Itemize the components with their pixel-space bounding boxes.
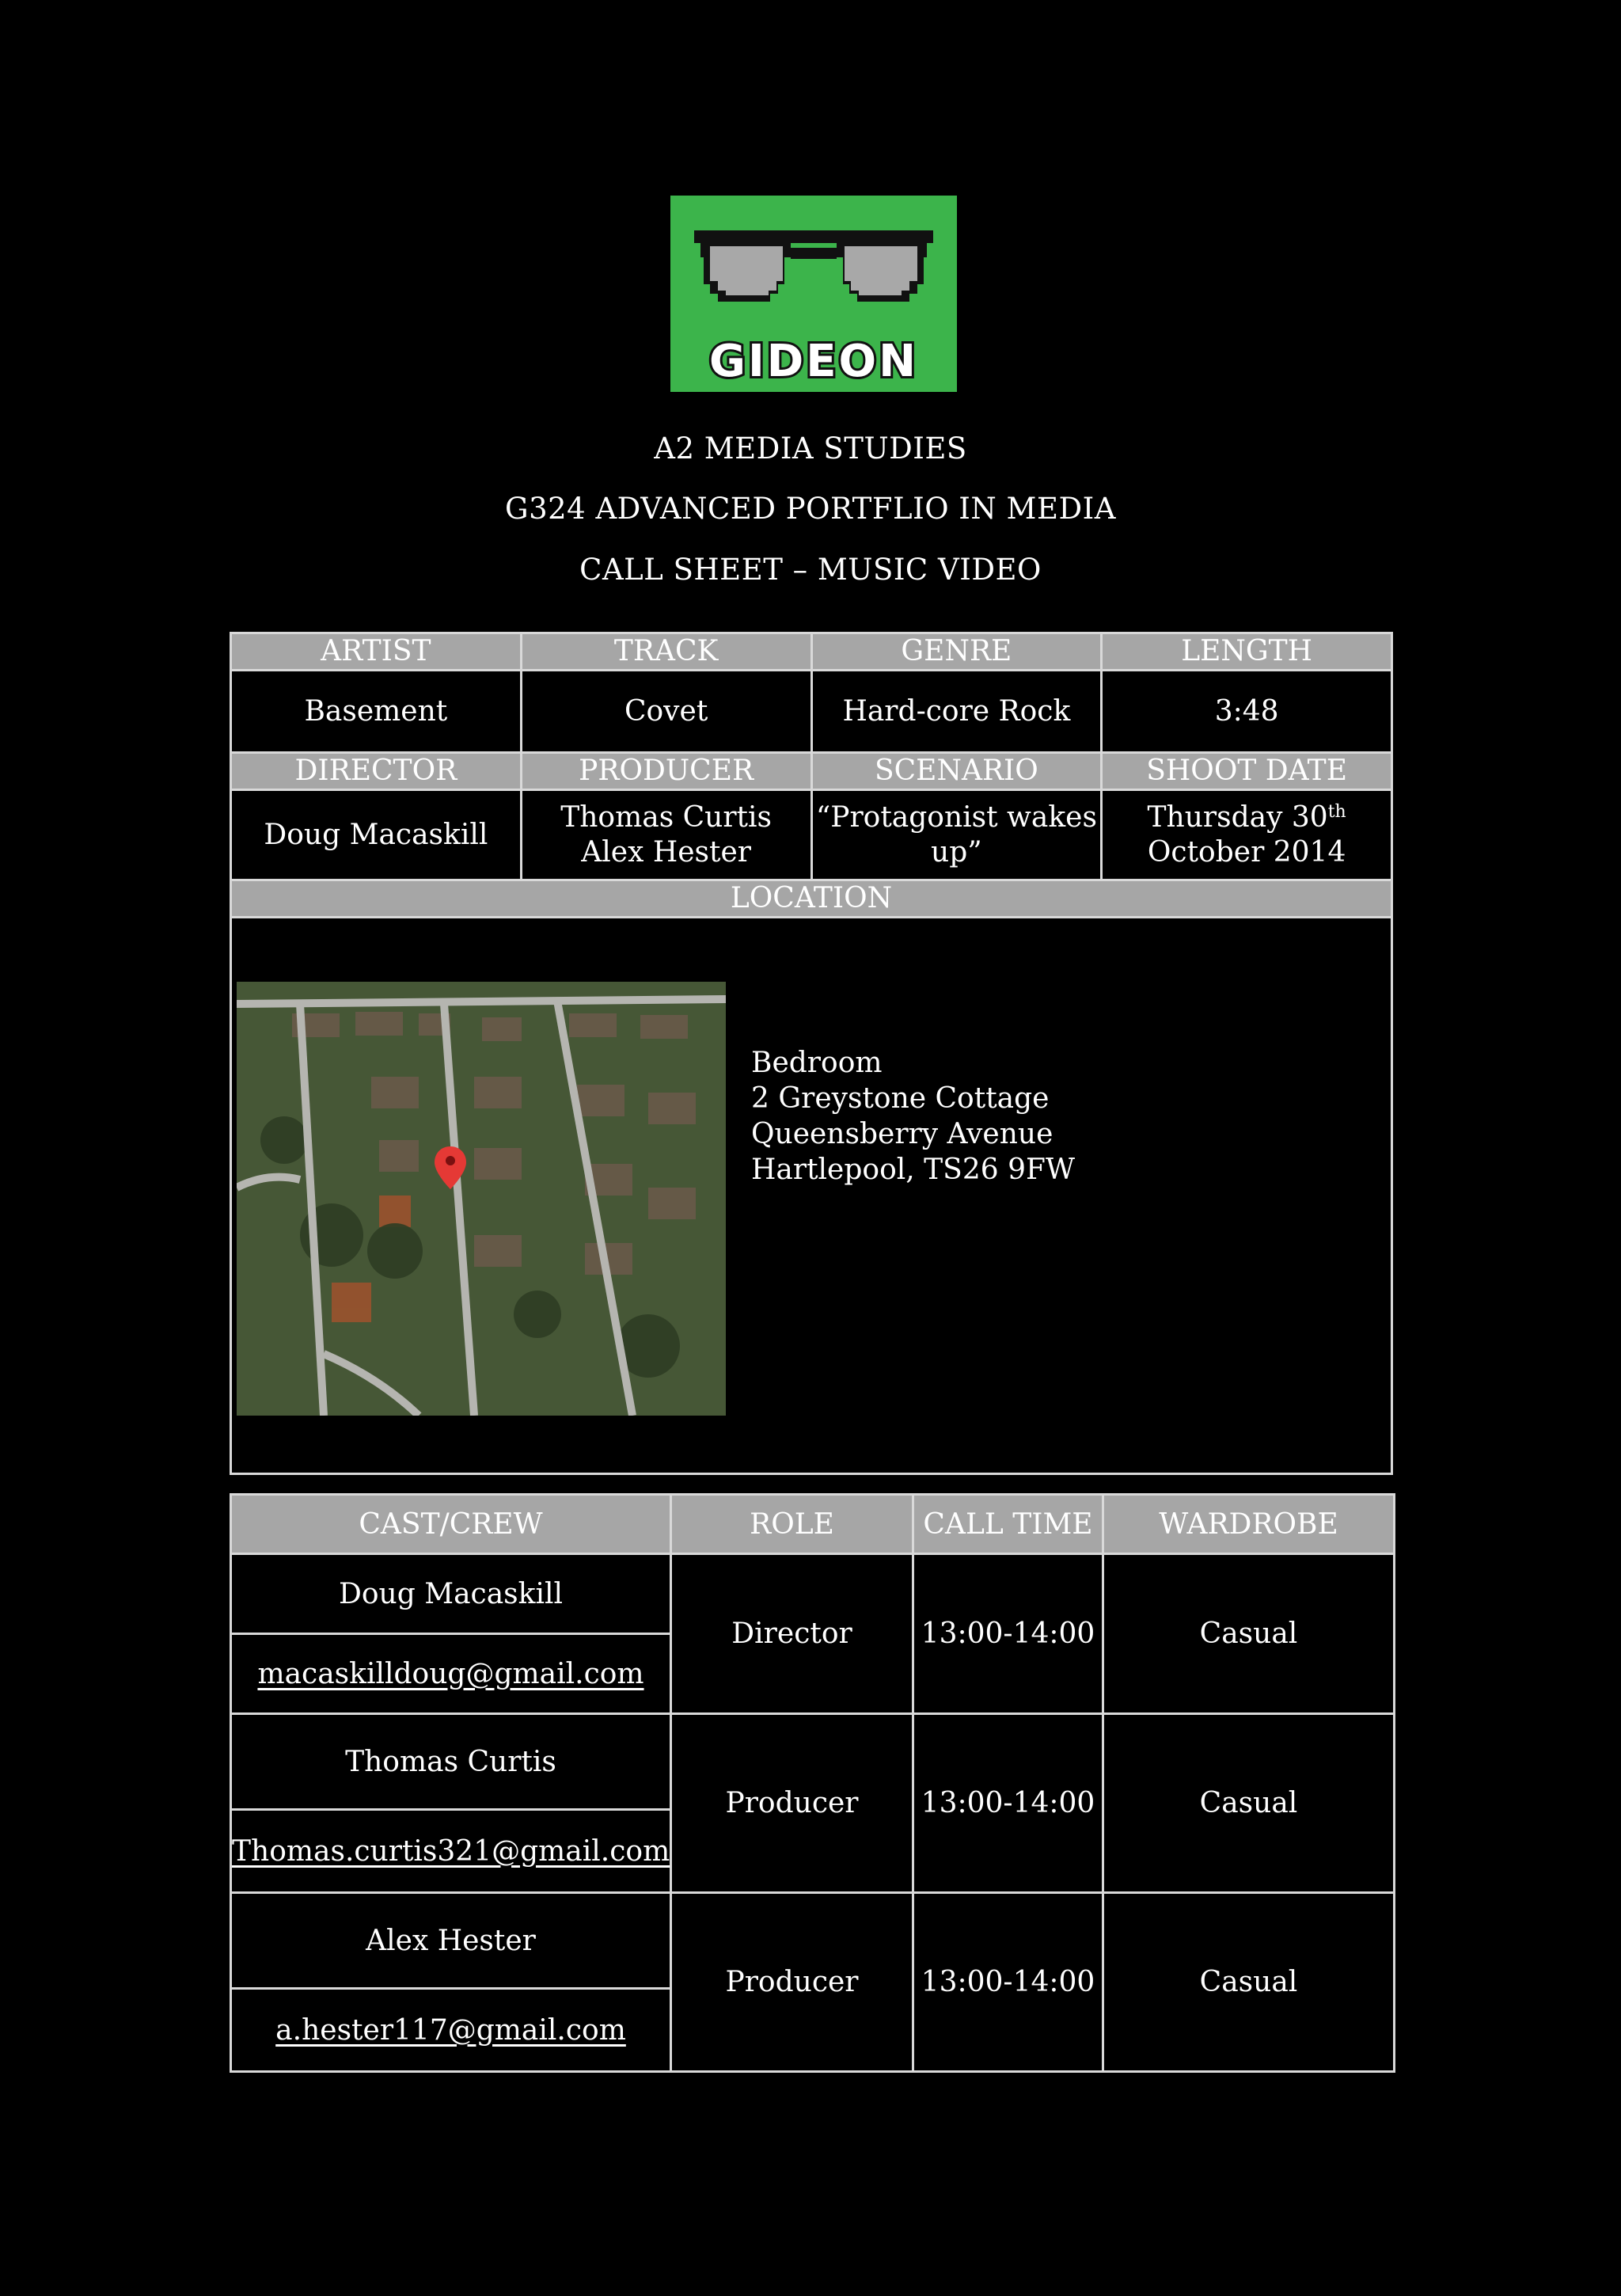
- artist-label: ARTIST: [231, 633, 522, 671]
- crew-email-link[interactable]: macaskilldoug@gmail.com: [257, 1657, 644, 1690]
- location-label: LOCATION: [231, 880, 1392, 918]
- address-line: Bedroom: [751, 1047, 883, 1079]
- producer-label: PRODUCER: [521, 753, 811, 790]
- heading-title: CALL SHEET – MUSIC VIDEO: [579, 553, 1042, 587]
- heading-course: A2 MEDIA STUDIES: [654, 431, 967, 466]
- cast-crew-header: CAST/CREW: [231, 1495, 671, 1554]
- director-label: DIRECTOR: [231, 753, 522, 790]
- crew-call-time: 13:00-14:00: [913, 1554, 1103, 1714]
- logo-text: GIDEON: [708, 336, 919, 387]
- location-address: [751, 1045, 1075, 1188]
- wardrobe-header: WARDROBE: [1103, 1495, 1395, 1554]
- address-line: 2 Greystone Cottage: [751, 1082, 1050, 1115]
- crew-role: Director: [671, 1554, 913, 1714]
- heading-unit: G324 ADVANCED PORTFLIO IN MEDIA: [505, 492, 1116, 526]
- scenario-line-1: “Protagonist wakes: [815, 800, 1097, 834]
- track-value: Covet: [521, 671, 811, 753]
- crew-name: Alex Hester: [231, 1893, 671, 1989]
- shoot-date-label: SHOOT DATE: [1102, 753, 1392, 790]
- shoot-date-line-1: Thursday 30: [1147, 800, 1328, 834]
- crew-email-cell: [231, 1634, 671, 1714]
- gideon-logo: [670, 196, 957, 392]
- role-header: ROLE: [671, 1495, 913, 1554]
- genre-value: Hard-core Rock: [811, 671, 1102, 753]
- crew-call-time: 13:00-14:00: [913, 1893, 1103, 2072]
- crew-name: Doug Macaskill: [231, 1554, 671, 1634]
- producer-value: [521, 790, 811, 880]
- crew-wardrobe: Casual: [1103, 1714, 1395, 1893]
- genre-label: GENRE: [811, 633, 1102, 671]
- location-body: [231, 918, 1392, 1474]
- scenario-line-2: up”: [931, 835, 982, 869]
- shoot-date-suffix: th: [1327, 801, 1346, 822]
- satellite-map: [237, 982, 726, 1416]
- producer-1: Thomas Curtis: [560, 800, 773, 834]
- track-label: TRACK: [521, 633, 811, 671]
- producer-2: Alex Hester: [581, 835, 751, 869]
- crew-email-link[interactable]: Thomas.curtis321@gmail.com: [232, 1834, 670, 1868]
- crew-role: Producer: [671, 1893, 913, 2072]
- call-time-header: CALL TIME: [913, 1495, 1103, 1554]
- crew-email-cell: [231, 1810, 671, 1893]
- length-label: LENGTH: [1102, 633, 1392, 671]
- crew-call-time: 13:00-14:00: [913, 1714, 1103, 1893]
- crew-role: Producer: [671, 1714, 913, 1893]
- scenario-label: SCENARIO: [811, 753, 1102, 790]
- scenario-value: [811, 790, 1102, 880]
- address-line: Queensberry Avenue: [751, 1118, 1053, 1150]
- crew-email-cell: [231, 1989, 671, 2072]
- shoot-date-line-2: October 2014: [1147, 835, 1346, 869]
- crew-email-link[interactable]: a.hester117@gmail.com: [275, 2013, 626, 2047]
- crew-wardrobe: Casual: [1103, 1893, 1395, 2072]
- artist-value: Basement: [231, 671, 522, 753]
- shoot-date-value: [1102, 790, 1392, 880]
- director-value: Doug Macaskill: [231, 790, 522, 880]
- length-value: 3:48: [1102, 671, 1392, 753]
- crew-wardrobe: Casual: [1103, 1554, 1395, 1714]
- crew-name: Thomas Curtis: [231, 1714, 671, 1810]
- details-table: [230, 632, 1393, 1475]
- address-line: Hartlepool, TS26 9FW: [751, 1154, 1075, 1186]
- crew-table: [230, 1493, 1395, 2073]
